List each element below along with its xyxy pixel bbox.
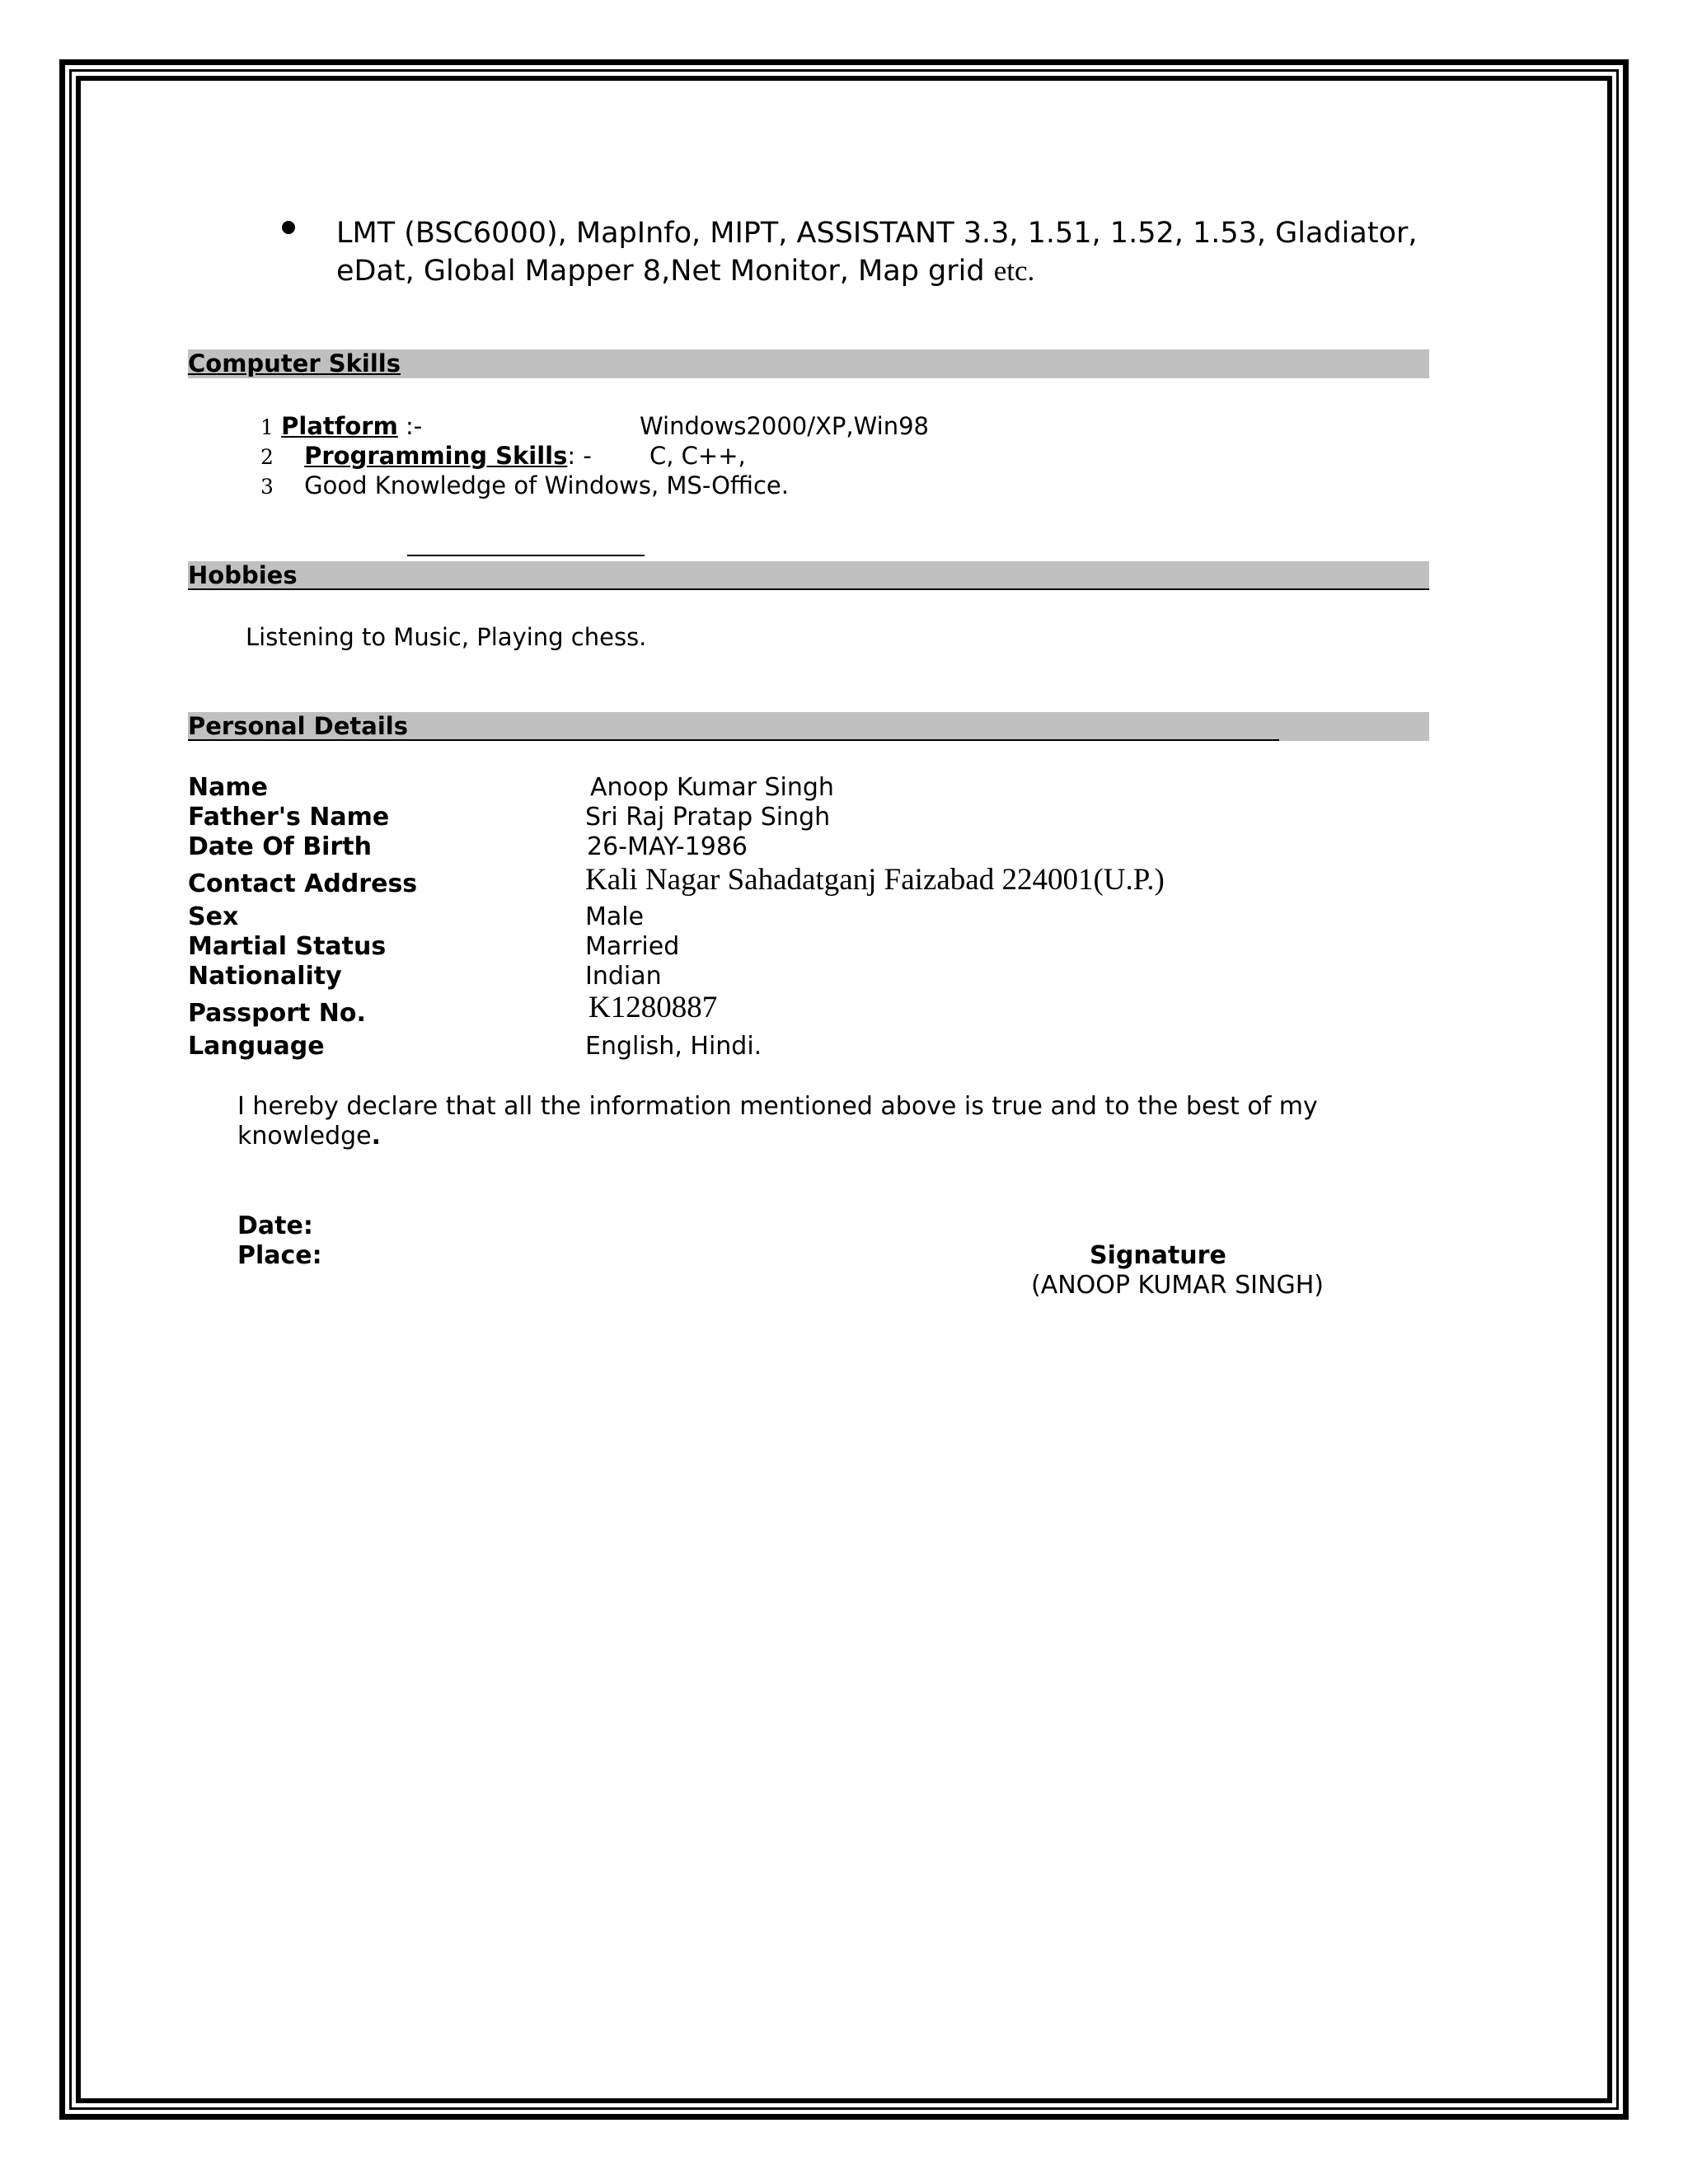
skill-item-platform <box>260 411 422 443</box>
page-border-inner <box>76 76 1612 2103</box>
skill-item-text: Good Knowledge of Windows, MS-Office. <box>304 471 789 499</box>
signature-label: Signature <box>1090 1241 1226 1270</box>
detail-label: Language <box>188 1032 325 1061</box>
skill-item-label: Platform <box>281 412 398 440</box>
declaration-period: . <box>371 1122 382 1151</box>
detail-label: Contact Address <box>188 869 418 898</box>
skill-item-number: 1 <box>260 415 274 439</box>
declaration-line-2 <box>237 1122 381 1151</box>
detail-label: Nationality <box>188 962 342 991</box>
detail-value: 26-MAY-1986 <box>587 832 748 861</box>
computer-skills-heading: Computer Skills <box>188 349 401 377</box>
skill-item-number: 3 <box>260 475 274 499</box>
detail-value: K1280887 <box>588 991 718 1024</box>
declaration-text: knowledge <box>237 1122 372 1151</box>
tools-line-1: LMT (BSC6000), MapInfo, MIPT, ASSISTANT 3.3, 1.51, 1.52, 1.53, Gladiator, <box>336 217 1418 250</box>
detail-value: Sri Raj Pratap Singh <box>585 803 831 832</box>
personal-details-heading: Personal Details <box>188 712 408 740</box>
hobbies-heading: Hobbies <box>188 561 298 589</box>
skill-item-separator: : - <box>567 442 592 470</box>
detail-label: Passport No. <box>188 999 366 1028</box>
detail-label: Sex <box>188 902 239 931</box>
hobbies-underline <box>188 588 1429 590</box>
tools-line-2 <box>336 252 1034 290</box>
detail-value: Indian <box>585 962 662 991</box>
tools-line-2-tail: etc. <box>993 255 1035 287</box>
skill-item-number: 2 <box>260 445 274 469</box>
date-label: Date: <box>237 1212 313 1240</box>
declaration-line-1: I hereby declare that all the information mentioned above is true and to the best of my <box>237 1092 1318 1121</box>
detail-value: Kali Nagar Sahadatganj Faizabad 224001(U.P.) <box>585 863 1165 897</box>
detail-label: Father's Name <box>188 803 390 832</box>
place-label: Place: <box>237 1241 322 1270</box>
detail-value: Married <box>585 932 680 961</box>
detail-label: Martial Status <box>188 932 387 961</box>
detail-label: Name <box>188 773 268 802</box>
skill-item-programming-value: C, C++, <box>649 442 746 470</box>
divider-line <box>407 555 645 556</box>
detail-label: Date Of Birth <box>188 832 372 861</box>
detail-value: Anoop Kumar Singh <box>590 773 834 802</box>
skill-item-programming <box>260 441 592 472</box>
hobbies-bar <box>188 561 1429 590</box>
skill-item-platform-value: Windows2000/XP,Win98 <box>640 412 929 440</box>
skill-item-label: Programming Skills <box>304 442 568 470</box>
skill-item-knowledge <box>260 471 789 502</box>
hobbies-text: Listening to Music, Playing chess. <box>246 623 647 651</box>
detail-value: Male <box>585 902 645 931</box>
signature-name: (ANOOP KUMAR SINGH) <box>1031 1271 1324 1300</box>
bullet-icon <box>282 221 295 234</box>
detail-value: English, Hindi. <box>585 1032 762 1061</box>
skill-item-separator: :- <box>397 412 423 440</box>
tools-line-2-main: eDat, Global Mapper 8,Net Monitor, Map grid <box>336 255 994 288</box>
